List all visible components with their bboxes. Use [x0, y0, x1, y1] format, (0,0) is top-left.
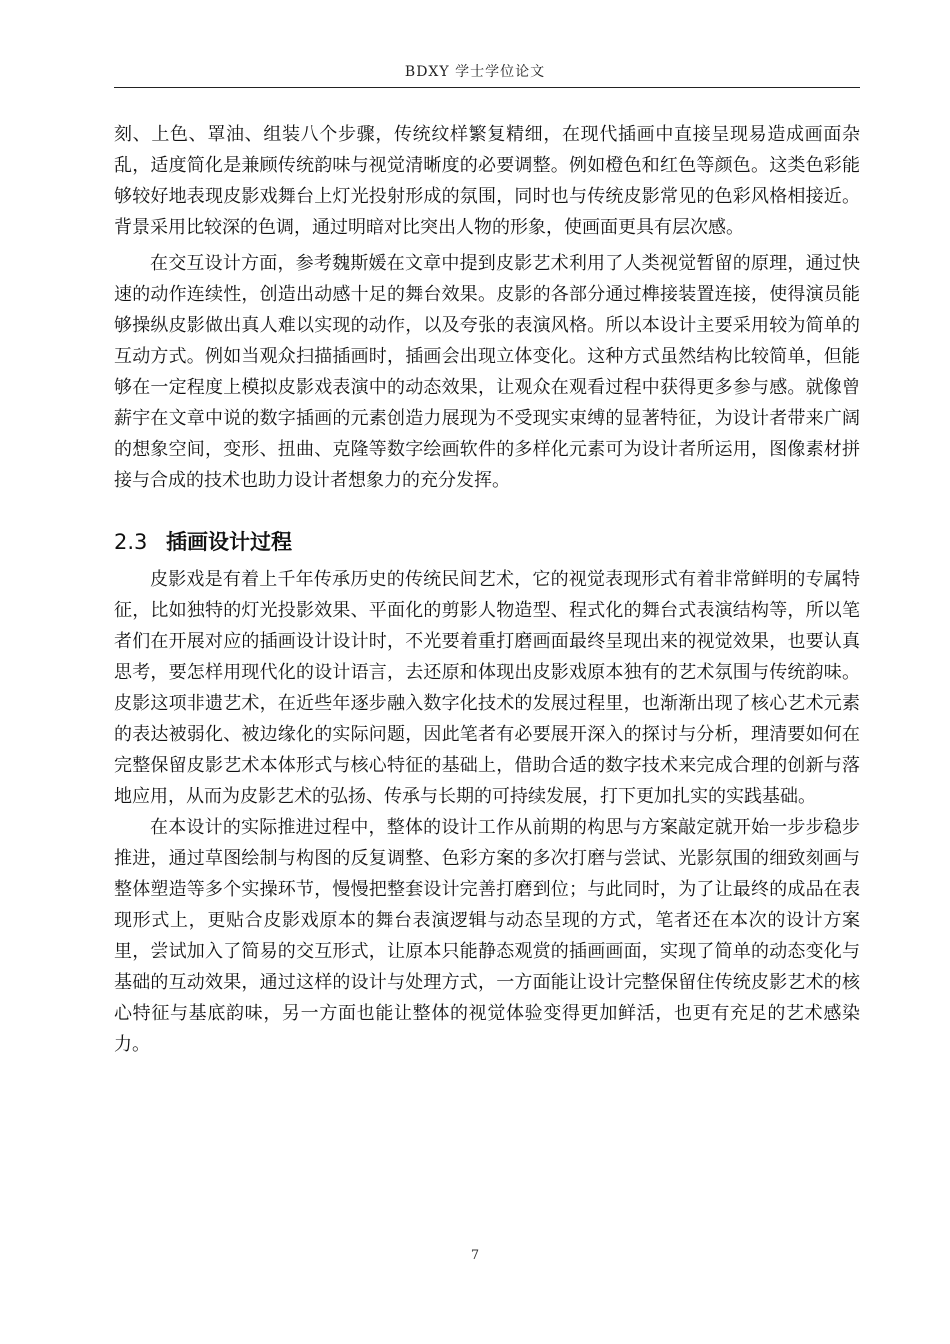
section-title: 插画设计过程	[166, 530, 292, 554]
section-heading	[114, 528, 860, 564]
body-paragraph-2: 在交互设计方面，参考魏斯媛在文章中提到皮影艺术利用了人类视觉暂留的原理，通过快速的动作连续性，创造出动感十足的舞台效果。皮影的各部分通过榫接装置连接，使得演员能够操纵皮影做出真人难以实现的动作，以及夸张的表演风格。所以本设计主要采用较为简单的互动方式。例如当观众扫描插画时，插画会出现立体变化。这种方式虽然结构比较简单，但能够在一定程度上模拟皮影戏表演中的动态效果，让观众在观看过程中获得更多参与感。就像曾薪宇在文章中说的数字插画的元素创造力展现为不受现实束缚的显著特征，为设计者带来广阔的想象空间，变形、扭曲、克隆等数字绘画软件的多样化元素可为设计者所运用，图像素材拼接与合成的技术也助力设计者想象力的充分发挥。	[114, 253, 860, 491]
body-paragraph-3: 皮影戏是有着上千年传承历史的传统民间艺术，它的视觉表现形式有着非常鲜明的专属特征，比如独特的灯光投影效果、平面化的剪影人物造型、程式化的舞台式表演结构等，所以笔者们在开展对应的插画设计设计时，不光要着重打磨画面最终呈现出来的视觉效果，也要认真思考，要怎样用现代化的设计语言，去还原和体现出皮影戏原本独有的艺术氛围与传统韵味。皮影这项非遗艺术，在近些年逐步融入数字化技术的发展过程里，也渐渐出现了核心艺术元素的表达被弱化、被边缘化的实际问题，因此笔者有必要展开深入的探讨与分析，理清要如何在完整保留皮影艺术本体形式与核心特征的基础上，借助合适的数字技术来完成合理的创新与落地应用，从而为皮影艺术的弘扬、传承与长期的可持续发展，打下更加扎实的实践基础。	[114, 569, 860, 807]
body-paragraph-4: 在本设计的实际推进过程中，整体的设计工作从前期的构思与方案敲定就开始一步步稳步推进，通过草图绘制与构图的反复调整、色彩方案的多次打磨与尝试、光影氛围的细致刻画与整体塑造等多个实操环节，慢慢把整套设计完善打磨到位；与此同时，为了让最终的成品在表现形式上，更贴合皮影戏原本的舞台表演逻辑与动态呈现的方式，笔者还在本次的设计方案里，尝试加入了简易的交互形式，让原本只能静态观赏的插画画面，实现了简单的动态变化与基础的互动效果，通过这样的设计与处理方式，一方面能让设计完整保留住传统皮影艺术的核心特征与基底韵味，另一方面也能让整体的视觉体验变得更加鲜活，也更有充足的艺术感染力。	[114, 817, 860, 1055]
body-paragraph-1: 刻、上色、罩油、组装八个步骤，传统纹样繁复精细，在现代插画中直接呈现易造成画面杂乱，适度简化是兼顾传统韵味与视觉清晰度的必要调整。例如橙色和红色等颜色。这类色彩能够较好地表现皮影戏舞台上灯光投射形成的氛围，同时也与传统皮影常见的色彩风格相接近。背景采用比较深的色调，通过明暗对比突出人物的形象，使画面更具有层次感。	[114, 124, 860, 238]
section-number: 2.3	[114, 530, 148, 554]
header-divider	[114, 87, 860, 88]
page-number: 7	[470, 1248, 480, 1263]
running-header: BDXY 学士学位论文	[404, 64, 546, 80]
page-body	[114, 119, 860, 1060]
